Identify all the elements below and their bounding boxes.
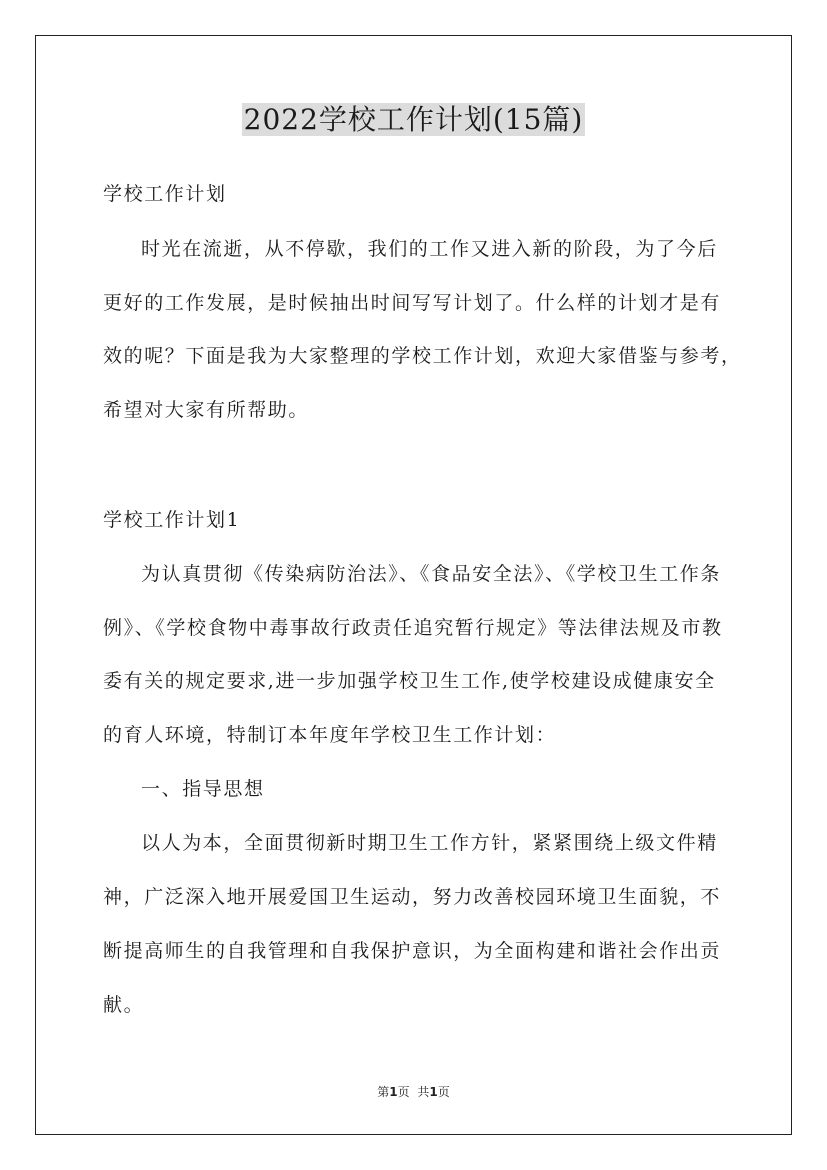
page-number: 1 [389, 1085, 398, 1099]
intro-line: 时光在流逝，从不停歇，我们的工作又进入新的阶段，为了今后 [141, 238, 718, 260]
plan1-line: 的育人环境，特制订本年度年学校卫生工作计划： [103, 724, 557, 746]
plan-heading: 学校工作计划1 [103, 509, 241, 531]
plan1-line: 委有关的规定要求,进一步加强学校卫生工作,使学校建设成健康安全 [103, 670, 716, 692]
plan1-line: 为认真贯彻《传染病防治法》、《食品安全法》、《学校卫生工作条 [141, 563, 722, 585]
guiding-line: 断提高师生的自我管理和自我保护意识，为全面构建和谐社会作出贡 [103, 940, 722, 962]
intro-line: 效的呢？下面是我为大家整理的学校工作计划，欢迎大家借鉴与参考， [103, 345, 742, 367]
plan1-line: 例》、《学校食物中毒事故行政责任追究暂行规定》等法律法规及市教 [103, 617, 723, 639]
guiding-line: 以人为本，全面贯彻新时期卫生工作方针，紧紧围绕上级文件精 [141, 832, 718, 854]
guiding-line: 献。 [103, 994, 145, 1016]
section-heading: 学校工作计划 [103, 183, 227, 205]
page-prefix: 第 [377, 1085, 390, 1099]
guiding-line: 神，广泛深入地开展爱国卫生运动，努力改善校园环境卫生面貌，不 [103, 886, 722, 908]
page-suffix: 页 [397, 1085, 410, 1099]
total-pages: 1 [429, 1085, 438, 1099]
intro-line: 希望对大家有所帮助。 [103, 399, 310, 421]
document-title [0, 100, 827, 140]
total-prefix: 共 [417, 1085, 430, 1099]
guiding-heading: 一、指导思想 [141, 778, 265, 800]
document-title-text: 2022学校工作计划(15篇) [243, 103, 584, 136]
intro-line: 更好的工作发展，是时候抽出时间写写计划了。什么样的计划才是有 [103, 292, 722, 314]
total-suffix: 页 [437, 1085, 450, 1099]
page-footer [0, 1084, 827, 1100]
